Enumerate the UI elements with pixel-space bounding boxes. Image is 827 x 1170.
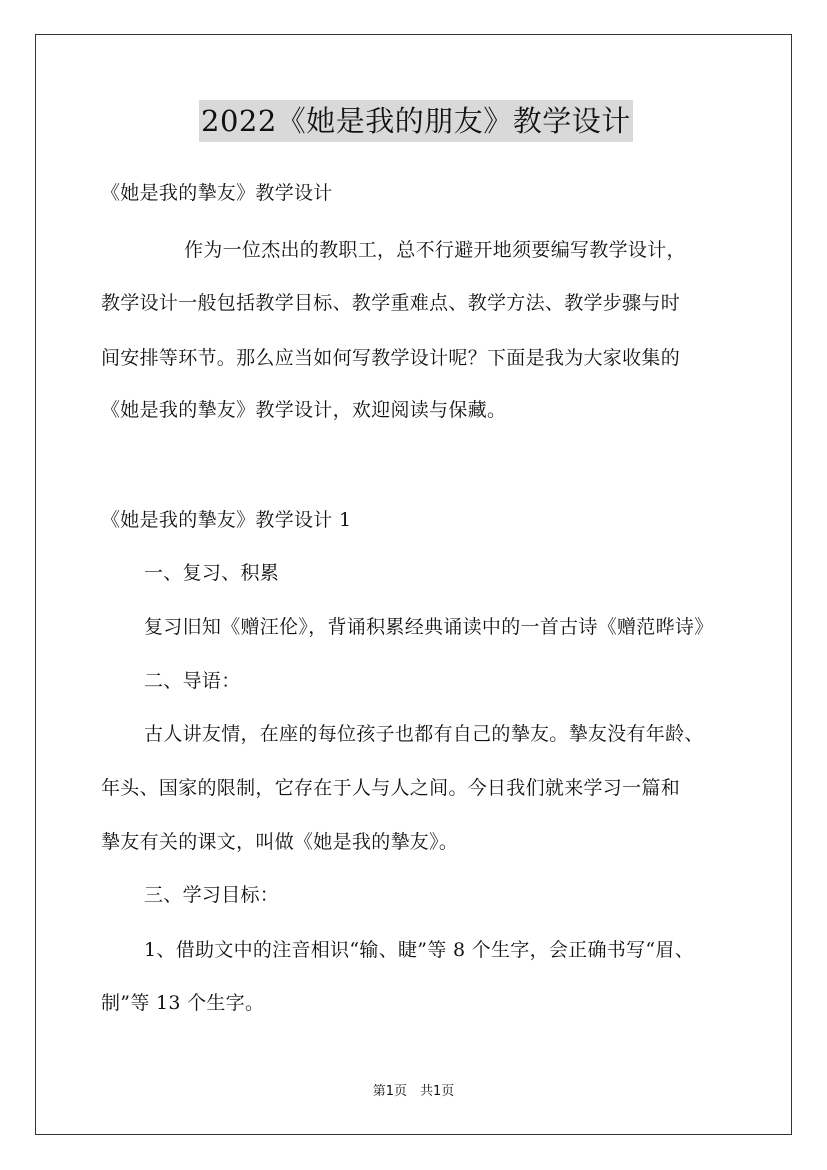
paragraph-line: 制”等 13 个生字。 [101,992,265,1014]
paragraph-line: 复习旧知《赠汪伦》，背诵积累经典诵读中的一首古诗《赠范晔诗》 [144,616,714,638]
section-heading: 《她是我的摯友》教学设计 1 [101,509,352,531]
paragraph-line: 间安排等环节。那么应当如何写教学设计呢？下面是我为大家收集的 [101,347,681,369]
paragraph-line: 古人讲友情，在座的每位孩子也都有自己的摯友。摯友没有年龄、 [144,723,704,745]
paragraph-line: 年头、国家的限制，它存在于人与人之间。今日我们就来学习一篇和 [101,777,681,799]
paragraph-line: 教学设计一般包括教学目标、教学重难点、教学方法、教学步骤与时 [101,292,681,314]
paragraph-line: 1、借助文中的注音相识“输、睫”等 8 个生字，会正确书写“眉、 [144,939,694,961]
page-footer: 第1页 共1页 [372,1084,455,1099]
subtitle-line: 《她是我的摯友》教学设计 [101,182,333,204]
document-title: 2022《她是我的朋友》教学设计 [199,100,633,142]
paragraph-line: 《她是我的摯友》教学设计，欢迎阅读与保藏。 [101,399,507,421]
section-heading: 三、学习目标： [144,884,280,906]
section-heading: 一、复习、积累 [144,562,280,584]
section-heading: 二、导语： [144,670,241,692]
paragraph-line: 作为一位杰出的教职工，总不行避开地须要编写教学设计， [184,239,686,261]
paragraph-line: 摯友有关的课文，叫做《她是我的摯友》。 [101,831,459,853]
